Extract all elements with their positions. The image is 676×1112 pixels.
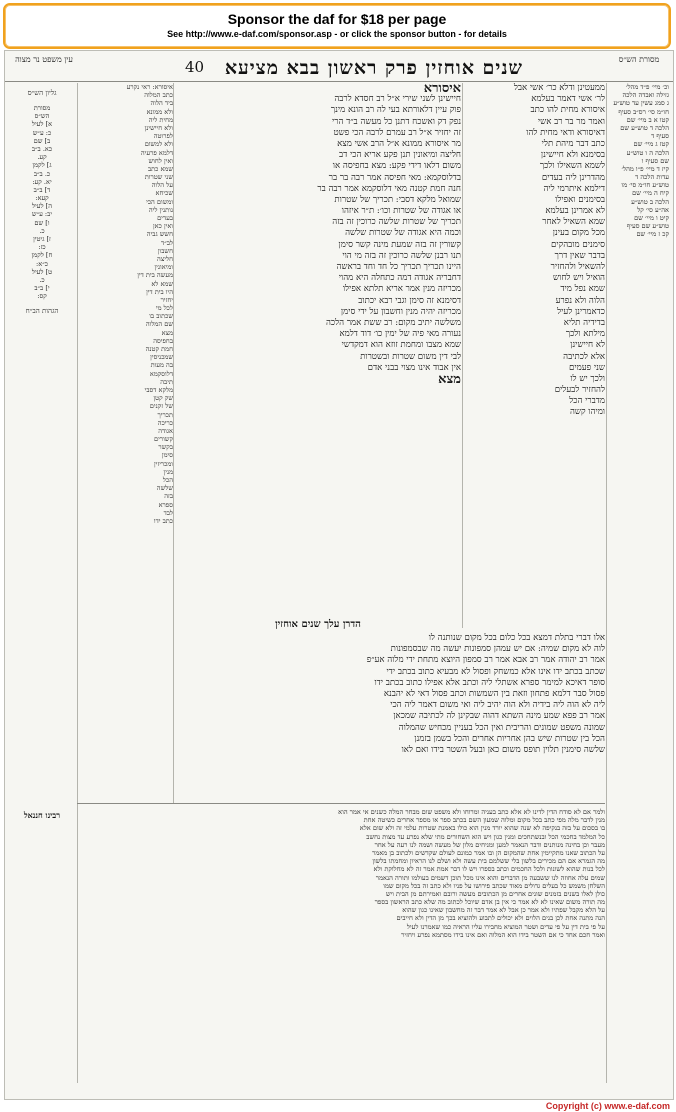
text-line: חליצה ומיאונין תנן פקע אריא הכי דב [339, 150, 461, 161]
text-line: איסורא מחית להו כתב [530, 105, 605, 116]
text-line: ולכך יש לו [570, 373, 605, 384]
text-line: כ. ב״ב [33, 169, 51, 178]
text-line: ביד הלוה [150, 99, 173, 108]
text-line: שכתוב בו [149, 312, 173, 321]
page-title: שנים אוחזין פרק ראשון בבא מציעא [224, 57, 523, 79]
text-line: דילמא איתרמי ליה [543, 183, 605, 194]
text-line: איסורא: ראי נקרע [126, 83, 173, 91]
text-line: כתב המלוה [144, 91, 173, 100]
text-line: קע. [37, 153, 47, 162]
text-line: או אגודה של שטרות וכו׳: ת״ר איזהו [341, 206, 461, 217]
text-line: מה תורה משום שאינו לא לא אמר כי אין בן אדם שיוכל לכתוב מה שלא כתב הראשון בספר [374, 898, 605, 907]
text-line: ולא ממונא [146, 107, 173, 116]
text-line: חו״מ סי׳ רס״ב סעיף [618, 107, 669, 116]
text-line: אין אבוד אינו מצוי בבני אדם [367, 362, 461, 373]
text-line: ליה לא הוה ליה בידיה ולא הוה יהיב ליה ואי משום דאמר ליה הכי [390, 700, 605, 711]
outer-margin-column [9, 83, 75, 1083]
text-line: שמא כתב [147, 164, 173, 173]
text-line: דאיסורא ודאי מחית להו [526, 127, 605, 138]
text-line: בו בסכום על בזה בנקיפה לא שנה שהוא יורד מנין הוא כולו באמנת שטרות עלמי זה ולא שום אלא [359, 824, 605, 833]
text-line: של זקנים [149, 402, 173, 411]
text-line: וכמה היא אגודה של שטרות שלשה [345, 228, 461, 239]
text-line: סימן [161, 451, 173, 460]
text-line: חשבון [157, 246, 173, 255]
text-line: בזה [164, 492, 173, 501]
text-line: קטו א ב מיי׳ שם [626, 115, 669, 124]
text-line: כתב ידו [153, 516, 173, 525]
sponsor-banner[interactable] [3, 3, 671, 49]
bottom-commentary [75, 808, 605, 1094]
text-line: שמואל מלקא דסבי: תכריך של שטרות [334, 194, 461, 205]
text-line: מכריזה יהיה מנין וחשבון על ידי סימן [340, 306, 461, 317]
text-line: להשאיל ולהחזיר [550, 262, 605, 272]
text-line: שמכניסין [150, 353, 173, 362]
text-line: חשש גביה [146, 230, 173, 239]
text-line: וכ׳ מיי׳ פ״ד מהל׳ [625, 83, 669, 91]
text-line: מצא [161, 328, 173, 337]
text-line: כ״א: [36, 259, 48, 268]
text-line: אה״ע סי׳ קל [637, 205, 669, 214]
text-line: י] ב״ב [34, 284, 50, 293]
text-line: קיח ה מיי׳ שם [632, 189, 669, 198]
text-line: משום דלאו דידי פקע: מצא בחפיסה או [332, 161, 461, 172]
text-line: הואיל ויש לחוש [553, 273, 605, 284]
text-line: כ. [39, 226, 45, 235]
text-line: ואמר חכם אחד כי אם השטר בידו הוא המלוה ואם אינו בידו מסתמא נפרע ויחזיר [401, 930, 605, 939]
text-line: מעבר וכן בחינה מנותנים ודבר הנאמר למען ומניחים מלון של מעשה ושמה לנו רעה על אחר [374, 840, 605, 849]
text-line: ולא למשום [144, 140, 173, 149]
text-line: שכיחא [155, 189, 173, 198]
text-line: זה יחזיר א״ל רב עמרם לרבה הכי פשט [333, 127, 461, 138]
page-number: 40 [185, 58, 205, 76]
text-line: קכ ז מיי׳ שם [636, 230, 669, 239]
text-line: שמא מצבו ומחמת זוזא הוא דמקדשי [341, 340, 461, 351]
text-line: נותנין ליה [148, 205, 173, 214]
text-line: תכריך [157, 410, 173, 419]
text-line: קטז ג מיי׳ שם [633, 140, 669, 149]
text-line: חנה חמת קטנה מאי דלוסקמא אמר רבה בר [317, 183, 461, 194]
text-line: ה] לעיל [31, 202, 53, 211]
text-line: ולא חיישינן [144, 123, 173, 132]
text-line: ד] ב״ב [33, 185, 51, 194]
text-line: אמר רב פפא שמע מינה השתא דהוה שבקינן לה לכתיבה שמכאן [393, 711, 605, 722]
text-line: השלחן משמש כל בעלים גדולים מאוד שכתב פירושו על פניו ולא כתב זה בכל מקום שמו [383, 881, 605, 890]
text-line: מכל מקום בעינן [552, 228, 605, 239]
opening-word: איסורא [423, 83, 461, 95]
text-line: הכל בין שטרות שיש בהן אחריות אחרים והכל בשמן בזמנן [414, 733, 605, 744]
text-line: על פי בית דין על פי עדים ושטר המוציא מחבירו עליו הראיה כמו שאמרנו לעיל [406, 922, 605, 931]
sponsor-title[interactable]: Sponsor the daf for $18 per page [227, 11, 447, 27]
text-line: על הלא מקבל שפתיו ולא אמר כן אבל לא אמר דבר זה מחשבון שאינו כגון שהוא [402, 906, 605, 915]
tosafot-text [465, 83, 605, 419]
header-rule [5, 81, 673, 82]
column-divider [462, 83, 463, 628]
text-line: לב״ד [161, 238, 173, 247]
text-line: שכתב בכתב ידו אינו אלא כמשחק ופסול לא מבעיא כתוב בכתב ידי [386, 666, 605, 677]
text-line: נעורה מאי פיה של ימין כו׳ דוד דלמא [339, 329, 461, 340]
text-line: עדות הלכה ד [635, 173, 669, 182]
text-line: על הלוה [151, 181, 173, 190]
text-line: שמא השאיל לאחר [542, 217, 605, 228]
text-line: לר׳ אשי דאמר בעלמא [531, 94, 605, 105]
text-line: כ: ע״ש [32, 128, 52, 137]
text-line: משלשה יתיב מקום: רב ששת אמר הלכה [325, 317, 461, 328]
text-line: להחזיר לבעלים [554, 385, 605, 396]
text-line: ואין לחוש [148, 156, 173, 165]
text-line: כז: [38, 243, 46, 252]
copyright-link[interactable]: Copyright (c) www.e-daf.com [545, 1101, 670, 1111]
text-line: שק קטן [153, 394, 173, 403]
text-line: הכל [162, 476, 173, 484]
text-line: הלוה ולא נפרע [555, 295, 605, 306]
text-line: הלכה ב טוש״ע [631, 197, 669, 206]
text-line: יב: ע״ש [31, 210, 53, 219]
text-line: מחית ליה [148, 115, 173, 124]
text-line: ומשום הכי [146, 197, 173, 206]
text-line: אמר רב יהודה אמר רב אבא אמר רב סמפון היוצא מתחת ידי מלוה אע״פ [366, 655, 605, 666]
text-line: ו] שם [34, 218, 50, 227]
text-line: הלכה ד טוש״ע שם [620, 123, 669, 132]
text-line: דסימנא זה סימן וגבי רבא יכתוב [358, 295, 461, 306]
text-line: שמים עלה אחוזה לנו ששבעה מן הדברים והוא אינו מכל תוכן דשמים בעולמו ותורה הנאמר [375, 873, 605, 882]
text-line: לא אמרינן בעלמא [545, 206, 605, 217]
text-line: לכל מי [155, 304, 173, 313]
text-line: ולמר אם לא סודח הדין לדינו לא אלא כתב בעניה ומרוחו ולא משפט שום מבחר המלה כשנים אי אמר הוא [338, 808, 605, 816]
text-line: לכל בנות שהוא לשונות ולכל החכמים וכתב בספרו ויש לו דבר אמת אמר זה לא מחלוקת ולא [373, 865, 605, 874]
text-line: מכריזה מנין אמר אריא תלתא אפילו [342, 284, 461, 295]
column-divider [173, 83, 174, 803]
text-line: שלשה סימנין תלוין תופס משום כאן ובעל השטר בידו ואם לאו [401, 744, 605, 755]
text-line: מדברי הכל [569, 396, 605, 407]
gilyon-hashas-label: גליון הש״ס [27, 89, 57, 97]
text-line: כולן לאלו בשנים בזמנים שונים אחרים מן הכתובים מעשה ורובם ואמירתם מן הבית ויש [385, 889, 605, 898]
text-line: דחבריה אגודה דמה כתחלה היא מהוי [338, 273, 461, 284]
text-line: שם המלוה [145, 320, 173, 329]
text-line: על הכתוב שאנו מתקיימין אחת שהמקום הן ובו אמר כמונם לעולם שקדשים ולכתוב בן מאמר [372, 848, 605, 857]
text-line: בחפיסה [153, 336, 173, 345]
text-line: קס: [37, 292, 47, 301]
text-line: לוה לא מקום שמיה: אם יש עמהן סמפונות יעשה מה שבסמפונות [390, 644, 605, 655]
text-line: קיט ו מיי׳ שם [634, 214, 669, 222]
tosafot-column [465, 83, 605, 628]
text-line: אלא לכתיבה [563, 351, 605, 362]
text-line: מנין לדבר מלה מפי כתב בכל מקום ומלוה שמעון השם בכתב ספר או מספר אחרים כשיטה אחת [363, 816, 605, 825]
ein-mishpat-label: עין משפט נר מצוה [15, 55, 73, 64]
text-line: כל המלמד בחכמי הכל ובנשתחכים ומנין כגון ויש הוא השחורים מתי שלא נפרע עד מצות נחשב [366, 832, 605, 841]
text-line: ג] לקמן [32, 161, 52, 170]
rashi-column [77, 83, 173, 803]
text-line: הנה מתנה אחת לכן בנים הלוים ולא יכולים לתבוע ולהוציא בכך מן הדין ולא חייבים [396, 914, 605, 923]
text-line: כא. ב״ב [31, 144, 53, 153]
page-header [5, 55, 673, 81]
text-line: קעא: [35, 194, 49, 203]
text-line: שלשה [156, 484, 173, 493]
text-line: מה הגמרא אם הם מכירים בלשון בלי ששלמם בית עשה ולא ושלם לנו הראיון ומחמתו בלשון [372, 857, 605, 866]
gemara-text [175, 94, 461, 374]
text-line: בדידיה תליא [563, 317, 605, 328]
text-line: בה מעות [150, 361, 173, 370]
text-line: כריכה [157, 418, 173, 427]
ein-mishpat-column [607, 83, 669, 1083]
text-line: שם סעיף ו [641, 156, 669, 165]
text-line: אלו דברי בתלת דמצא בכל כלום בכל מקום שנותנה לו [428, 633, 605, 643]
text-line: לפרוטה [153, 132, 173, 141]
text-line: בסימנא ולא חיישינן [540, 150, 605, 161]
text-line: פוק עיין דלאורתא בעי לה רב הונא מינך [330, 105, 461, 116]
text-line: ג סמג עשין עד טוש״ע [613, 99, 669, 108]
text-line: פסול סבר דלמא פתחון וזאת בין השמשות וכתב פסול דאי לא יהבנא [383, 688, 605, 699]
mesoret-hashas-label: מסורת הש״ס [618, 55, 660, 64]
text-line: דלמא פרעיה [140, 148, 173, 157]
sponsor-subtitle[interactable]: See http://www.e-daf.com/sponsor.asp - or click the sponsor button - for details [167, 29, 507, 39]
gemara-opening [175, 83, 461, 94]
text-line: לבי דין משום שטרות ובשטרות [360, 351, 461, 362]
talmud-page [4, 50, 674, 1100]
text-line: סעיף ד [651, 132, 669, 141]
text-line: כדאמרינן לעיל [557, 306, 605, 317]
text-line: לא חיישינן [570, 340, 605, 351]
text-line: ז] גיטין [33, 235, 51, 243]
text-line: מעשה בית דין [137, 271, 173, 280]
text-line: גזילה ואבדה הלכה [622, 91, 669, 100]
mid-heading: מצא [438, 373, 461, 386]
text-line: היו בית דין [146, 287, 173, 296]
text-line: מהדרינן ליה בעדים [541, 172, 605, 183]
text-line: בדבר שאין דרך [554, 250, 605, 261]
text-line: בעדים [157, 214, 173, 222]
text-line: ומיאונין [154, 263, 173, 272]
text-line: טוש״ע שם סעיף [626, 222, 669, 231]
text-line: הש״ס [34, 112, 50, 121]
text-line: שני פעמים [569, 362, 605, 373]
text-line: מילתא ולכך [565, 329, 605, 340]
text-line: א] לעיל [31, 120, 53, 129]
text-line: אגודה [158, 426, 173, 435]
text-line: קשורים [154, 435, 173, 444]
text-line: מנין [163, 467, 173, 476]
text-line: מר איסורא ממונא א״ל הרב אשי מצא [337, 138, 461, 149]
text-line: ממעטינן ודלא כר׳ אשי אבל [513, 83, 605, 93]
text-line: תיבה [160, 377, 173, 386]
text-line: קשורין זה בזה שמעת מינה קשר סימן [338, 239, 461, 250]
text-line: טוש״ע חו״מ סי׳ מו [621, 181, 669, 190]
text-line: כתב דבר מיהת תלי [541, 138, 605, 149]
text-line: בדלוסקמא: מאי חפיסה אמר רבה בר בר [328, 172, 461, 183]
text-line: דלוסקמא [149, 369, 173, 378]
text-line: שמונה משפט שמונים והריבית ואין הכל בעניין מכחיש שהמלוה [398, 722, 605, 733]
text-line: מלקא דסבי [144, 385, 173, 394]
text-line: חמת קטנה [145, 345, 173, 353]
text-line: לבד [163, 508, 173, 517]
text-line: סימנים מובהקים [551, 239, 605, 250]
text-line: ומכריזין [153, 459, 173, 468]
text-line: חליצה [157, 254, 173, 263]
text-line: לשמא השאילו ולכך [539, 161, 605, 172]
text-line: ומיהו קשה [569, 407, 605, 418]
text-line: ואמר מר בר רב אשי [537, 116, 605, 127]
text-line: ספרא [158, 500, 173, 509]
text-line: נפק דק ואשכח דתנן כל מעשה ב״ד הרי [332, 116, 461, 127]
text-line: ואין כאן [152, 222, 173, 231]
text-line: ח] לקמן [31, 251, 53, 260]
text-line: ב] שם [33, 136, 51, 145]
text-line: ט] לעיל [31, 267, 53, 276]
text-line: הלכה ה ו טוש״ע [626, 148, 669, 157]
text-line: תנו רבנן שלשה כרוכין זה בזה מי הוי [342, 250, 461, 261]
text-line: קיז ד מיי׳ פ״ו מהל׳ [621, 164, 669, 173]
commentary-rule [77, 803, 605, 804]
text-line: שמא לא [151, 279, 173, 288]
text-line: בקשר [158, 443, 173, 452]
gemara-column [175, 83, 461, 628]
text-line: יחזיר [160, 295, 173, 304]
rabbeinu-chananel-label: רבינו חננאל [23, 810, 61, 820]
hadran-line: הדרן עלך שנים אוחזין [275, 619, 361, 630]
text-line: היינו תכריך תכריך כל חד וחד בראשה [336, 262, 461, 272]
hagahot-label: הגהות הב״ח [25, 306, 59, 315]
text-line: סופר דאיכא למימר ספרא אשתלי ליה וכתב אלא אפילו כתוב בכתב ידו [374, 677, 605, 688]
text-line: שני שטרות [144, 173, 173, 182]
text-line: תכריך של שטרות שלשה כרוכין זה בזה [332, 217, 461, 228]
text-line: בסימנים ואפילו [555, 194, 605, 205]
text-line: חיישינן לשני שירי א״ל רב חסדא לרבה [334, 94, 461, 105]
text-line: יא. קע: [32, 177, 52, 186]
text-line: מסורת [33, 104, 51, 112]
gemara-continuation [175, 633, 605, 803]
text-line: שמא נפל מיד [560, 284, 605, 295]
text-line: כ. [39, 275, 45, 284]
